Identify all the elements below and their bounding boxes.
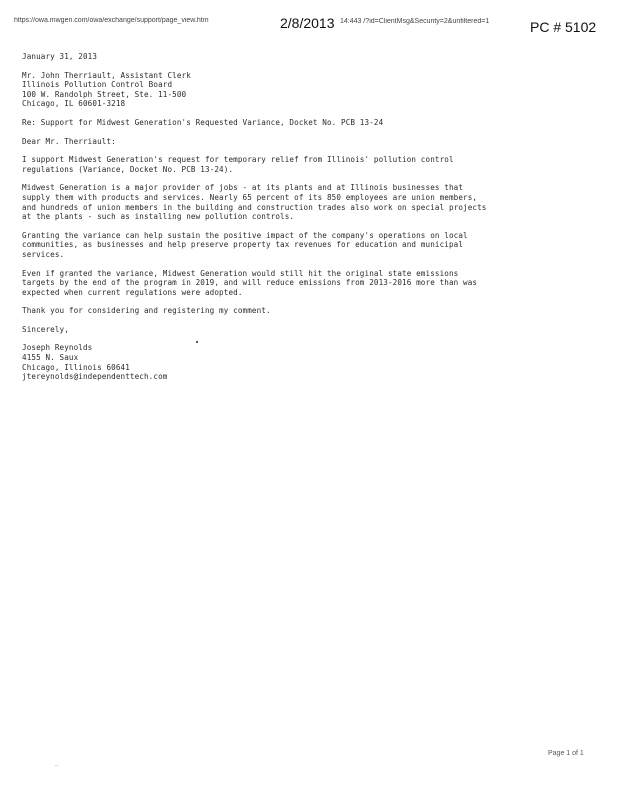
paragraph-line: I support Midwest Generation's request for temporary relief from Illinois' pollution control xyxy=(22,155,454,165)
recipient-block xyxy=(22,71,582,109)
recipient-line: Illinois Pollution Control Board xyxy=(22,80,173,90)
paragraph-line: Even if granted the variance, Midwest Generation would still hit the original state emissions xyxy=(22,268,459,278)
paragraph xyxy=(22,183,582,221)
recipient-line: Chicago, IL 60601-3218 xyxy=(22,99,126,109)
paragraph-line: targets by the end of the program in 2019, and will reduce emissions from 2013-2016 more than was xyxy=(22,278,478,288)
paragraph xyxy=(22,306,582,316)
salutation: Dear Mr. Therriault: xyxy=(22,136,116,146)
letter-date: January 31, 2013 xyxy=(22,52,98,61)
paragraph-line: at the plants - such as installing new pollution controls. xyxy=(22,212,295,222)
recipient-line: Mr. John Therriault, Assistant Clerk xyxy=(22,70,191,80)
paragraph-line: and hundreds of union members in the building and construction trades also work on special projects xyxy=(22,202,487,212)
header-url-left: https://owa.mwgen.com/owa/exchange/support/page_view.htm xyxy=(14,17,209,24)
fax-date-stamp: 2/8/2013 xyxy=(280,15,335,31)
paragraph-line: communities, as businesses and help preserve property tax revenues for education and municipal xyxy=(22,240,464,250)
paragraph xyxy=(22,155,582,174)
signature-name: Joseph Reynolds xyxy=(22,343,93,353)
recipient-line: 100 W. Randolph Street, Ste. 11-500 xyxy=(22,89,187,99)
paragraph xyxy=(22,269,582,298)
paragraph-line: Midwest Generation is a major provider of jobs - at its plants and at Illinois businesses that xyxy=(22,183,464,193)
bottom-mark: .. xyxy=(55,762,59,768)
stray-mark xyxy=(196,341,198,343)
signature-city: Chicago, Illinois 60641 xyxy=(22,362,130,372)
paragraph xyxy=(22,231,582,260)
signature-block xyxy=(22,343,582,381)
subject-line: Re: Support for Midwest Generation's Requested Variance, Docket No. PCB 13-24 xyxy=(22,117,384,127)
signature-email: jtereynolds@independenttech.com xyxy=(22,372,168,382)
letter-body xyxy=(22,52,582,382)
pc-number-stamp: PC # 5102 xyxy=(530,19,597,35)
signature-address: 4155 N. Saux xyxy=(22,353,79,363)
paragraph-line: Thank you for considering and registering my comment. xyxy=(22,306,271,316)
closing: Sincerely, xyxy=(22,324,69,334)
header-url-right: 14:443 /?id=ClientMsg&Security=2&unfiltered=1 xyxy=(340,18,490,25)
paragraph-line: Granting the variance can help sustain the positive impact of the company's operations on local xyxy=(22,230,468,240)
paragraph-line: expected when current regulations were adopted. xyxy=(22,287,243,297)
page-number: Page 1 of 1 xyxy=(548,750,584,757)
paragraph-line: services. xyxy=(22,249,65,259)
paragraph-line: regulations (Variance, Docket No. PCB 13-24). xyxy=(22,164,234,174)
paragraph-line: supply them with products and services. Nearly 65 percent of its 850 employees are union members, xyxy=(22,192,478,202)
